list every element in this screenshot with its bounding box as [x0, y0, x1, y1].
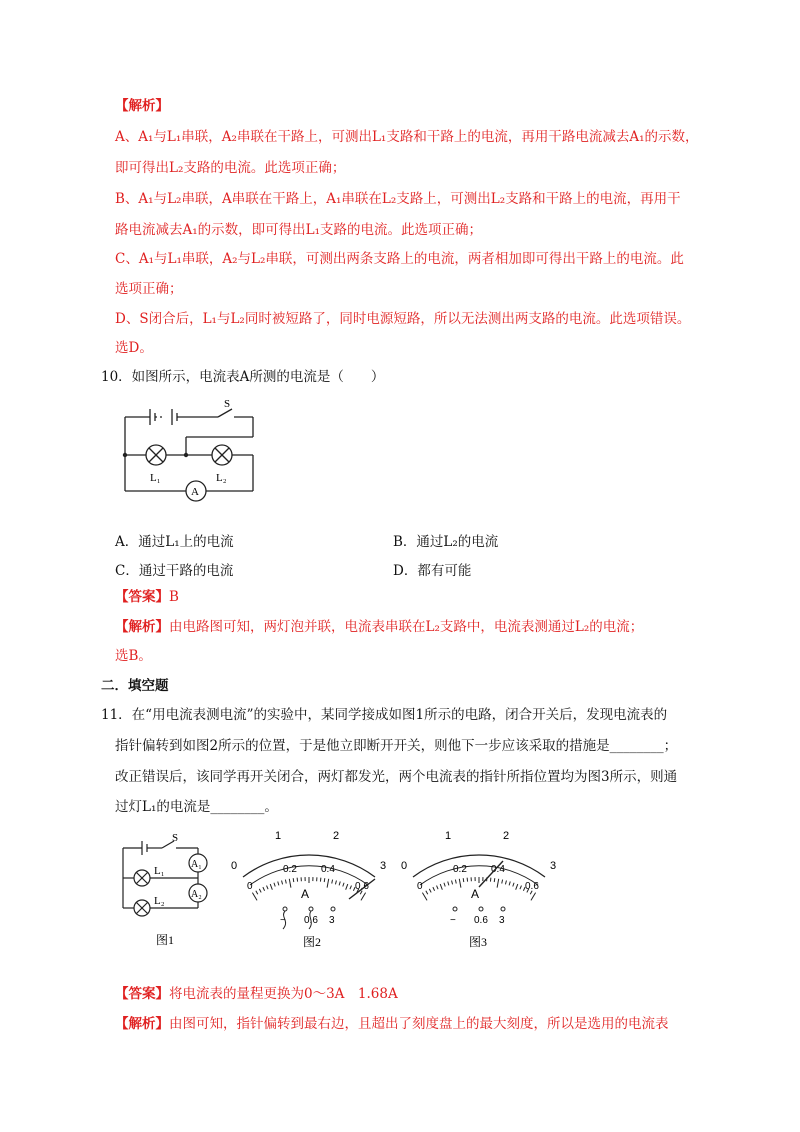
analysis9-line-6: 选项正确；: [115, 281, 183, 297]
dial-tick: [494, 878, 495, 882]
dial2-terminal-neg: −: [280, 915, 286, 926]
dial-tick: [278, 882, 279, 886]
q11-answer: [115, 984, 398, 1004]
dial-tick: [343, 883, 344, 887]
dial-tick: [509, 882, 510, 886]
dial-tick: [267, 886, 269, 890]
dial-tick: [440, 884, 442, 890]
dial-tick: [282, 880, 283, 884]
analysis9-line-2: 即可得出L₂支路的电流。此选项正确；: [115, 160, 346, 176]
dial-tick: [444, 883, 445, 887]
dial-tick: [270, 884, 272, 890]
dial3-inner-3: 0.6: [525, 881, 539, 892]
dial2-outer-2: 2: [333, 830, 340, 842]
q10-circuit-diagram: [120, 395, 260, 507]
q11-analysis: [115, 1014, 669, 1034]
dial2-outer-1: 1: [275, 830, 282, 842]
dial-tick: [448, 882, 449, 886]
dial2-outer-3: 3: [380, 860, 387, 872]
dial3-outer-0: 0: [401, 860, 408, 872]
dial3-terminal-3: 3: [499, 915, 505, 926]
dial3-terminal-neg: −: [450, 915, 456, 926]
fig3-caption: 图3: [469, 935, 488, 949]
dial-tick: [327, 879, 329, 888]
q11-analysis-label: 【解析】: [115, 1016, 169, 1032]
dial-tick: [463, 878, 464, 882]
dial-tick: [516, 884, 518, 890]
dial-tick: [293, 878, 294, 882]
q11-line-1: 11．在“用电流表测电流”的实验中，某同学接成如图1所示的电路，闭合开关后，发现电流表的: [101, 707, 668, 723]
dial3-outer-1: 1: [445, 830, 452, 842]
dial-tick: [455, 880, 456, 884]
q10-option-d: D．都有可能: [393, 563, 472, 579]
dial-tick: [332, 880, 333, 884]
q11-answer-value: 将电流表的量程更换为0～3A 1.68A: [169, 986, 398, 1002]
q10-option-c: C．通过干路的电流: [115, 563, 234, 579]
dial-tick: [422, 893, 427, 901]
dial-tick: [324, 878, 325, 882]
q10-conclusion: 选B。: [115, 648, 152, 664]
dial-tick: [335, 880, 336, 884]
fig1-lamp1-label: L₁: [154, 865, 165, 877]
dial-tick: [531, 893, 536, 901]
analysis9-header: 【解析】: [115, 98, 169, 114]
dial3-inner-0: 0: [417, 881, 423, 892]
q10-stem: 10．如图所示，电流表A所测的电流是（ ）: [101, 369, 385, 385]
dial3-outer-2: 2: [503, 830, 510, 842]
analysis9-line-3: B、A₁与L₂串联，A串联在干路上，A₁串联在L₂支路上，可测出L₂支路和干路上的电流，再用干: [115, 191, 681, 207]
q11-line-4: 过灯L₁的电流是________。: [115, 799, 278, 815]
q11-figure1-circuit: [118, 832, 218, 947]
dial-tick: [339, 882, 340, 886]
dial2-inner-0: 0: [247, 881, 253, 892]
analysis9-line-5: C、A₁与L₁串联，A₂与L₂串联，可测出两条支路上的电流，两者相加即可得出干路上的电流。此: [115, 251, 684, 267]
analysis9-line-1: A、A₁与L₁串联，A₂串联在干路上，可测出L₁支路和干路上的电流，再用干路电流减去A₁的示数，: [115, 129, 699, 145]
q10-answer: [115, 587, 179, 607]
dial-tick: [497, 879, 499, 888]
fig1-meter1-label: A₁: [191, 859, 202, 870]
dial-tick: [459, 879, 461, 888]
fig1-caption: 图1: [156, 933, 175, 947]
dial-tick: [429, 889, 431, 893]
dial2-outer-0: 0: [231, 860, 238, 872]
dial-tick: [346, 884, 348, 890]
dial-tick: [274, 883, 275, 887]
switch-blade: [218, 409, 232, 417]
analysis9-line-4: 路电流减去A₁的示数，即可得出L₁支路的电流。此选项正确；: [115, 222, 483, 238]
dial-tick: [252, 893, 257, 901]
dial-tick: [433, 887, 435, 891]
dial-tick: [289, 879, 291, 888]
ammeter-label: A: [191, 486, 199, 498]
fig1-switch-label: S: [172, 832, 179, 844]
lamp1-label: L₁: [150, 472, 161, 484]
dial-tick: [361, 893, 366, 901]
lamp2-label: L₂: [216, 472, 227, 484]
dial-tick: [259, 889, 261, 893]
dial-tick: [285, 880, 286, 884]
dial3-unit: A: [471, 887, 480, 901]
q11-line-3: 改正错误后，该同学再开关闭合，两灯都发光，两个电流表的指针所指位置均为图3所示，则通: [115, 769, 678, 785]
q10-answer-value: B: [169, 589, 179, 605]
q10-analysis-text: 由电路图可知，两灯泡并联，电流表串联在L₂支路中，电流表测通过L₂的电流；: [169, 619, 644, 635]
dial3-outer-3: 3: [550, 860, 557, 872]
q10-analysis-label: 【解析】: [115, 619, 169, 635]
dial2-inner-2: 0.4: [321, 864, 335, 875]
fig1-meter2-label: A₂: [191, 889, 202, 900]
dial2-inner-1: 0.2: [283, 864, 297, 875]
fig1-lamp2-label: L₂: [154, 895, 165, 907]
q11-figure3-dial: [395, 825, 565, 950]
dial-tick: [520, 886, 522, 890]
dial3-inner-1: 0.2: [453, 864, 467, 875]
dial-tick: [256, 891, 258, 895]
dial3-terminal-06: 0.6: [474, 915, 488, 926]
q10-option-a: A．通过L₁上的电流: [115, 534, 234, 550]
analysis9-line-8: 选D。: [115, 340, 153, 356]
q11-figure2-dial: [225, 825, 395, 950]
q11-answer-label: 【答案】: [115, 986, 169, 1002]
dial-tick: [263, 887, 265, 891]
dial2-terminal-06: 0.6: [304, 915, 318, 926]
q11-analysis-text: 由图可知，指针偏转到最右边，且超出了刻度盘上的最大刻度，所以是选用的电流表: [169, 1016, 669, 1032]
q10-answer-label: 【答案】: [115, 589, 169, 605]
dial-tick: [513, 883, 514, 887]
dial2-unit: A: [301, 887, 310, 901]
dial2-inner-3: 0.6: [355, 881, 369, 892]
analysis9-line-7: D、S闭合后，L₁与L₂同时被短路了，同时电源短路，所以无法测出两支路的电流。此选项错误。: [115, 311, 691, 327]
dial3-inner-2: 0.4: [491, 864, 505, 875]
q11-line-2: 指针偏转到如图2所示的位置，于是他立即断开开关，则他下一步应该采取的措施是________；: [115, 738, 678, 754]
dial-tick: [502, 880, 503, 884]
dial-tick: [350, 886, 352, 890]
dial-tick: [437, 886, 439, 890]
dial-tick: [426, 891, 428, 895]
fig2-caption: 图2: [303, 935, 322, 949]
switch-label: S: [224, 398, 231, 410]
q10-analysis: [115, 617, 643, 637]
q10-option-b: B．通过L₂的电流: [393, 534, 499, 550]
dial2-terminal-3: 3: [329, 915, 335, 926]
dial-tick: [452, 880, 453, 884]
section-title: 二．填空题: [101, 678, 169, 694]
dial-tick: [505, 880, 506, 884]
